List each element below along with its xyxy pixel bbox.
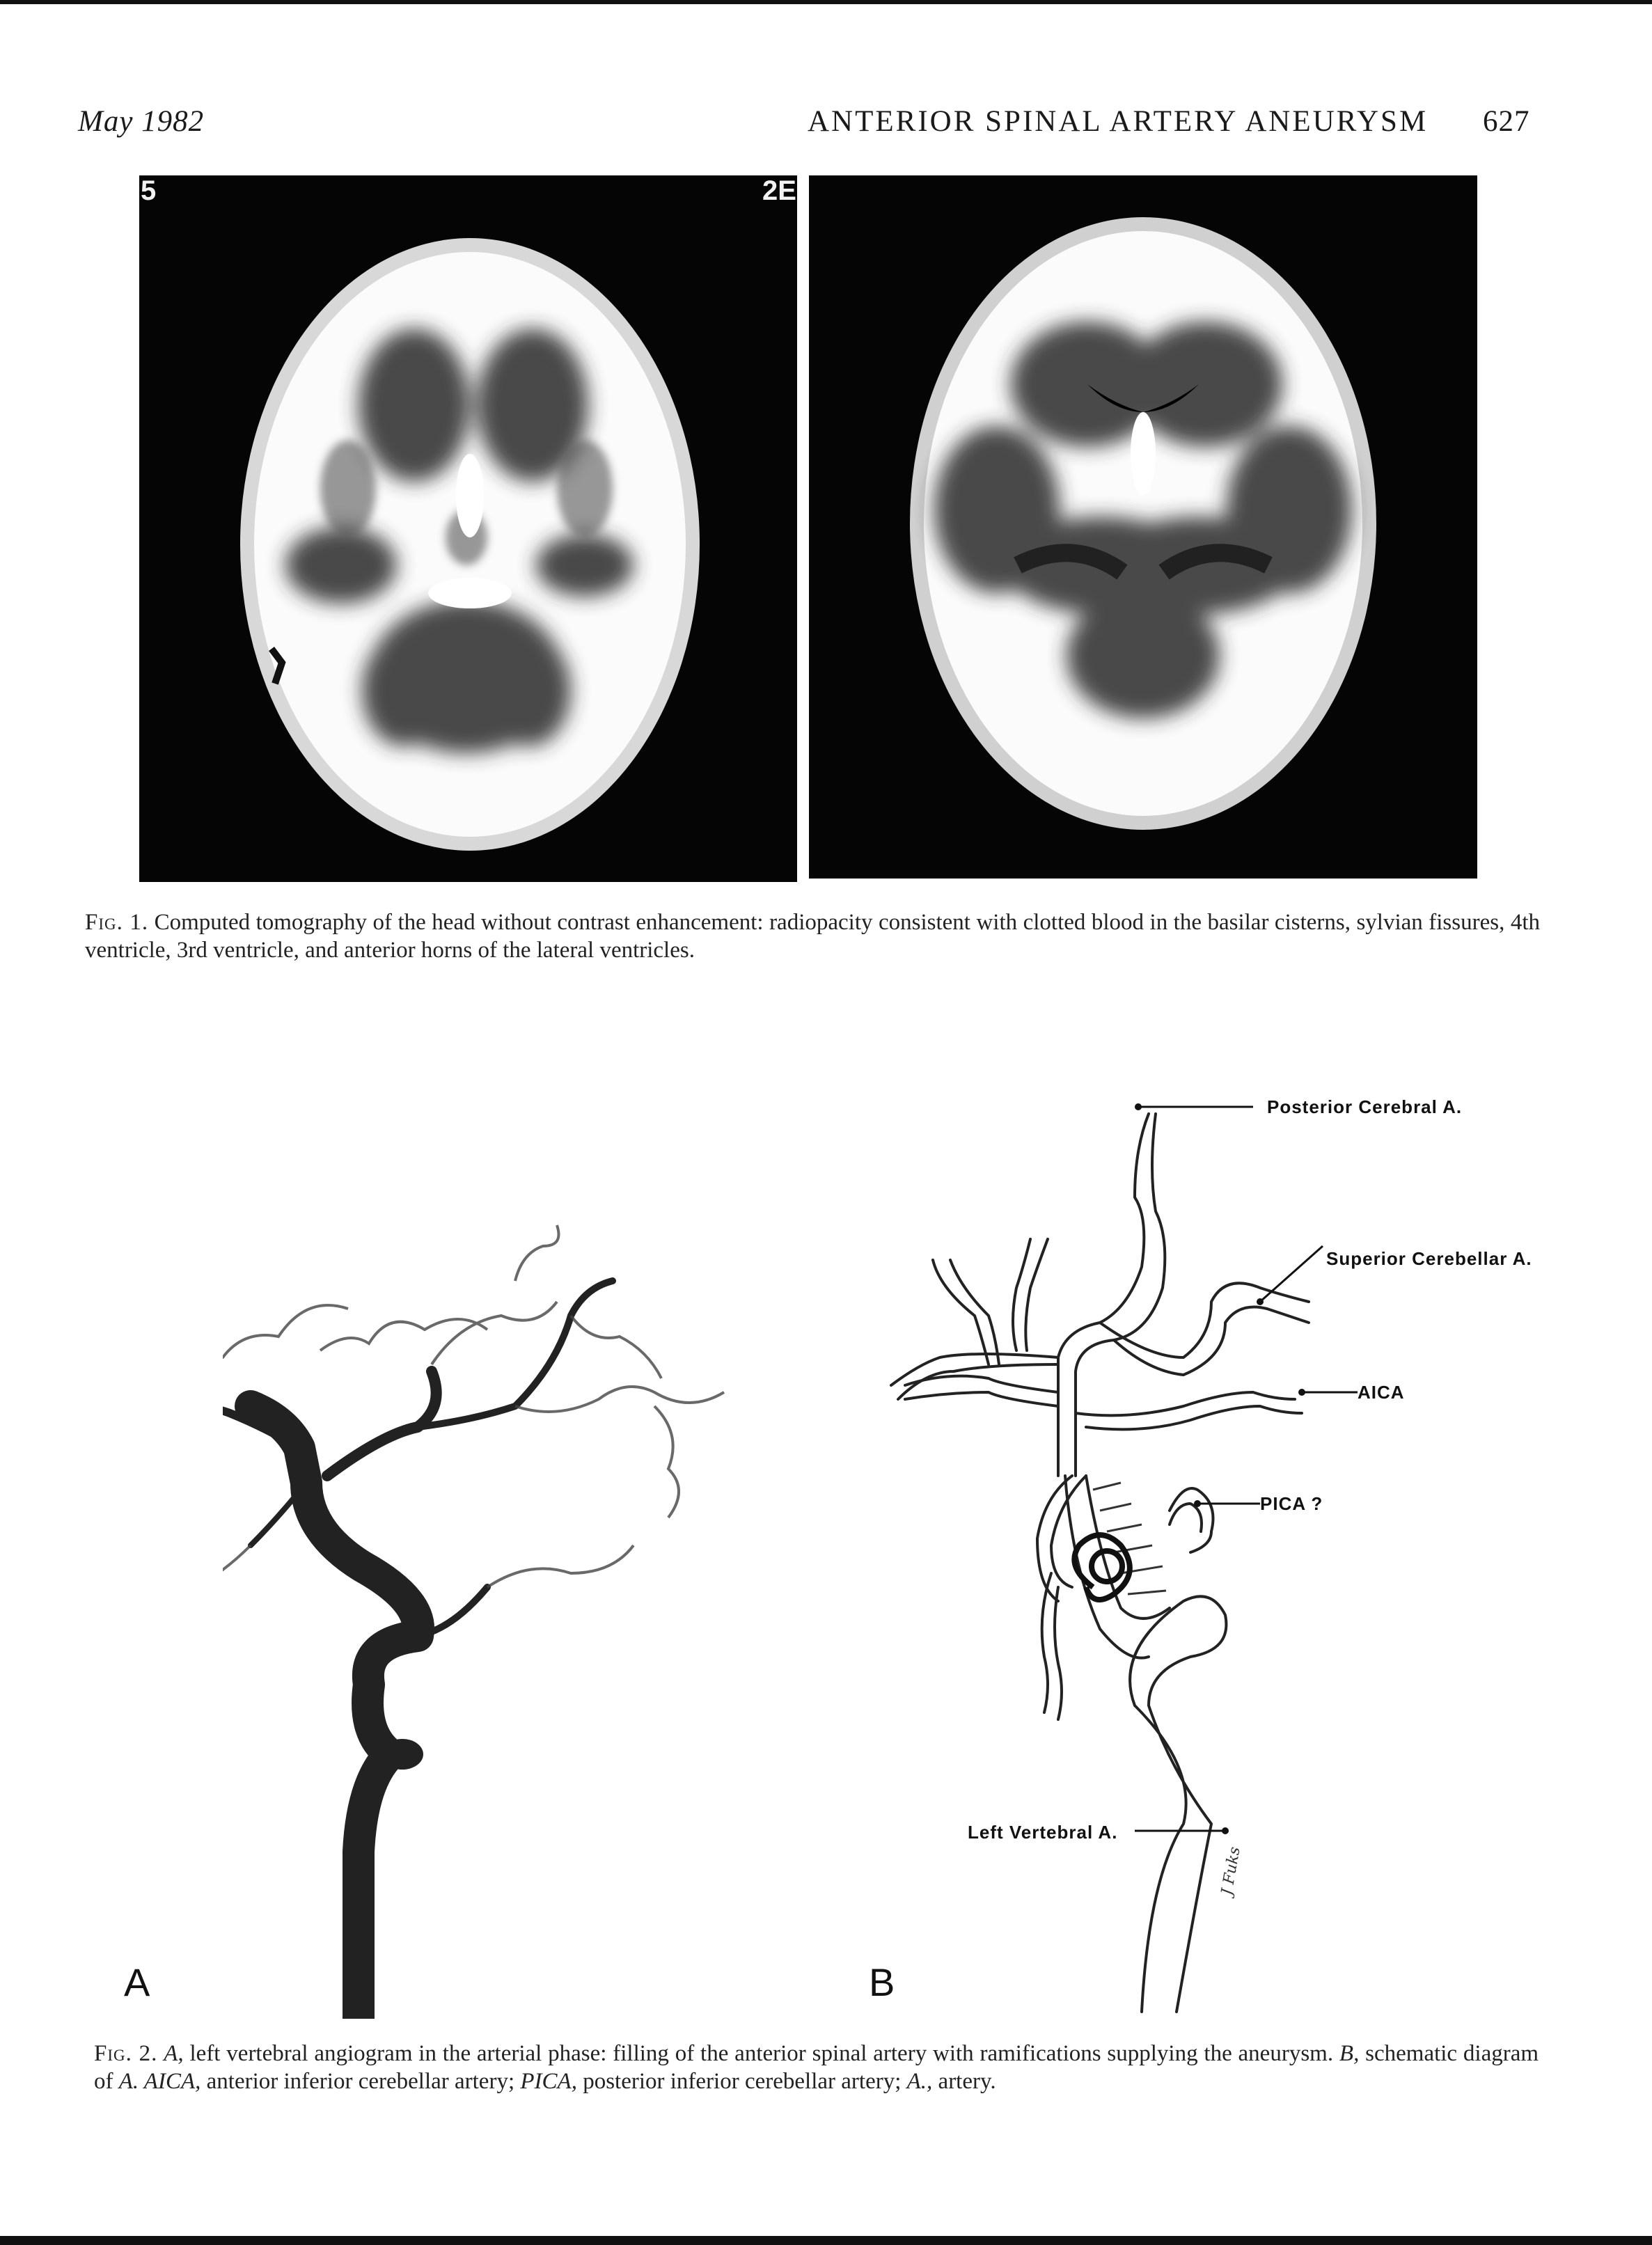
fig2-caption-aica: anterior inferior cerebellar artery; bbox=[200, 2069, 521, 2094]
fig2-caption-b-tag: B, bbox=[1339, 2041, 1360, 2066]
fig1-caption bbox=[85, 908, 1540, 964]
label-aica: AICA bbox=[1358, 1382, 1405, 1403]
fig1-label: Fig. 1. bbox=[85, 910, 149, 935]
label-posterior-cerebral: Posterior Cerebral A. bbox=[1267, 1096, 1463, 1117]
ct-left-tag: 5 bbox=[141, 175, 157, 206]
fig2-caption bbox=[94, 2040, 1539, 2095]
fig2-caption-pica: posterior inferior cerebellar artery; bbox=[576, 2069, 907, 2094]
bottom-border bbox=[0, 2236, 1652, 2245]
label-left-vertebral: Left Vertebral A. bbox=[968, 1822, 1118, 1843]
top-border bbox=[0, 0, 1652, 4]
fig2-caption-b: schematic diagram of bbox=[94, 2041, 1539, 2094]
illustrator-signature: J Fuks bbox=[1218, 1845, 1244, 1897]
fig2-caption-a: left vertebral angiogram in the arterial phase: filling of the anterior spinal artery with ramifications supplying the aneurysm. bbox=[183, 2041, 1339, 2066]
header-date: May 1982 bbox=[78, 105, 205, 138]
fig2-caption-a-abbr: A., bbox=[906, 2069, 933, 2094]
ct-left-corner-tag: 2E bbox=[762, 175, 796, 206]
header-page-number: 627 bbox=[1483, 105, 1530, 138]
angiogram-panel-a bbox=[223, 1156, 849, 2019]
ct-image-right bbox=[809, 175, 1477, 879]
label-pica: PICA ? bbox=[1260, 1493, 1323, 1514]
ct-image-left bbox=[139, 175, 797, 882]
schematic-panel-b bbox=[821, 1058, 1552, 2019]
fig1-caption-text: Computed tomography of the head without contrast enhancement: radiopacity consistent with clotted blood in the basilar cisterns, sylvian fissures, 4th ventricle, 3rd ventricle, and anterior horns of the lateral ventricles. bbox=[85, 910, 1540, 963]
fig2-label: Fig. 2. bbox=[94, 2041, 158, 2066]
header-running-title: ANTERIOR SPINAL ARTERY ANEURYSM bbox=[808, 105, 1429, 138]
panel-a-letter: A bbox=[124, 1960, 150, 2004]
panel-b-letter: B bbox=[869, 1960, 895, 2004]
fig2-caption-pica-tag: PICA, bbox=[520, 2069, 577, 2094]
fig2-caption-artery: artery. bbox=[932, 2069, 996, 2094]
label-superior-cerebellar: Superior Cerebellar A. bbox=[1326, 1248, 1532, 1269]
fig2-caption-a-tag: A, bbox=[164, 2041, 184, 2066]
fig2-caption-b-ref: A. AICA, bbox=[118, 2069, 201, 2094]
